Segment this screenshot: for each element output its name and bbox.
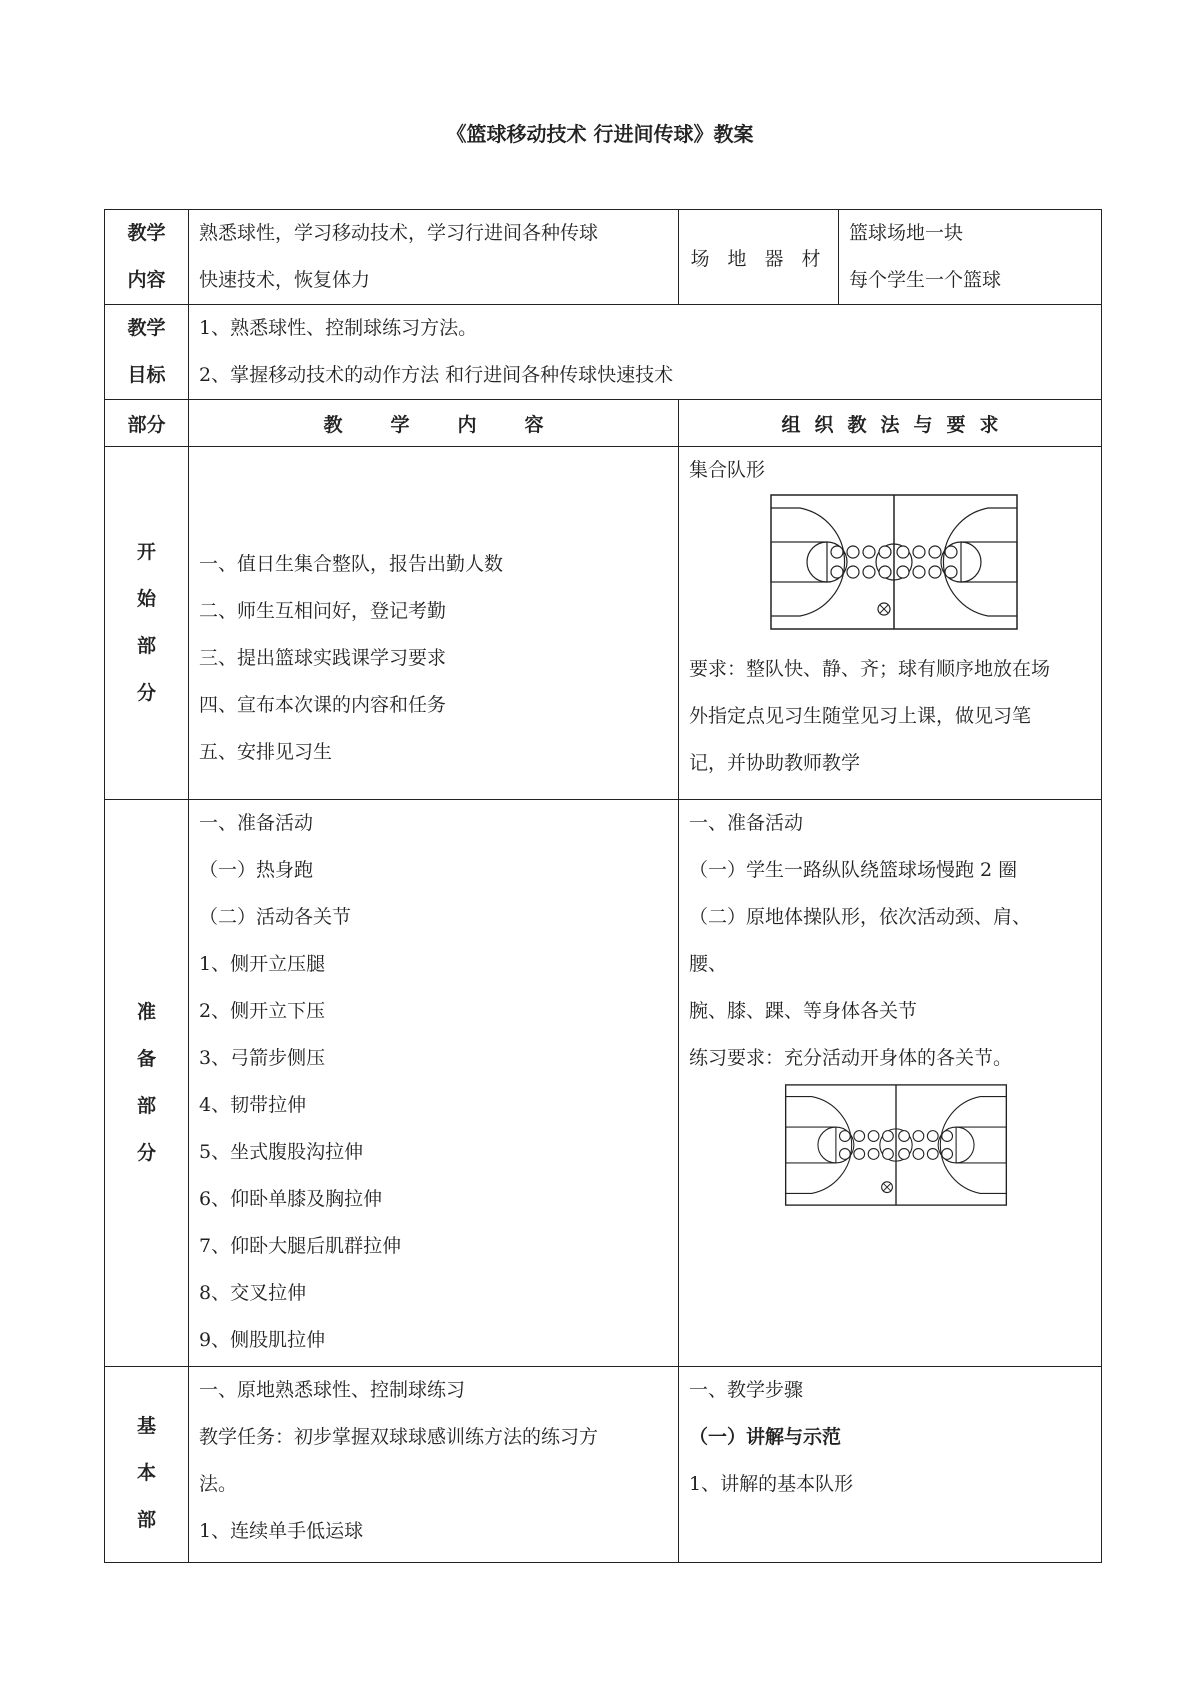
header-teaching-content: 教 学 内 容 bbox=[189, 400, 679, 447]
document-title: 《篮球移动技术 行进间传球》教案 bbox=[446, 122, 754, 146]
basketball-court-icon bbox=[770, 494, 1018, 630]
prep-method: 一、准备活动 （一）学生一路纵队绕篮球场慢跑 2 圈 （二）原地体操队形，依次活动颈、肩、 腰、 腕、膝、踝、等身体各关节 练习要求：充分活动开身体的各关节。 bbox=[679, 800, 1102, 1367]
court-diagram-2 bbox=[689, 1082, 1091, 1212]
row-teaching-goals bbox=[105, 305, 1102, 400]
header-organization-method: 组 织 教 法 与 要 求 bbox=[679, 400, 1102, 447]
label-teaching-content: 教学 内容 bbox=[105, 210, 189, 305]
label-venue-equipment: 场 地 器 材 bbox=[679, 210, 839, 305]
lesson-plan-table bbox=[104, 209, 1102, 1563]
teaching-content-text: 熟悉球性，学习移动技术，学习行进间各种传球 快速技术，恢复体力 bbox=[189, 210, 679, 305]
row-prep-section bbox=[105, 800, 1102, 1367]
basketball-court-icon bbox=[784, 1084, 1008, 1206]
venue-equipment-text: 篮球场地一块 每个学生一个篮球 bbox=[839, 210, 1102, 305]
start-content: 一、值日生集合整队，报告出勤人数 二、师生互相问好，登记考勤 三、提出篮球实践课学习要求 四、宣布本次课的内容和任务 五、安排见习生 bbox=[189, 447, 679, 800]
court-diagram-1 bbox=[689, 494, 1091, 634]
basic-method: 一、教学步骤 （一）讲解与示范 1、讲解的基本队形 bbox=[679, 1367, 1102, 1563]
start-method: 集合队形 要求：整队快、静、齐；球有顺序地放在场 外指定点见习生随堂见习上课，做见习笔 记，并协助教师教学 bbox=[679, 447, 1102, 800]
label-teaching-goals: 教学 目标 bbox=[105, 305, 189, 400]
row-start-section bbox=[105, 447, 1102, 800]
label-start-section: 开 始 部 分 bbox=[105, 447, 189, 800]
prep-content: 一、准备活动 （一）热身跑 （二）活动各关节 1、侧开立压腿 2、侧开立下压 3、弓箭步侧压 4、韧带拉伸 5、坐式腹股沟拉伸 6、仰卧单膝及胸拉伸 7、仰卧大腿后肌群拉伸 8、交叉拉伸 9、侧股肌拉伸 bbox=[189, 800, 679, 1367]
label-prep-section: 准 备 部 分 bbox=[105, 800, 189, 1367]
label-basic-section: 基 本 部 bbox=[105, 1367, 189, 1563]
header-part: 部分 bbox=[105, 400, 189, 447]
row-column-headers bbox=[105, 400, 1102, 447]
row-basic-section bbox=[105, 1367, 1102, 1563]
teaching-goals-text: 1、熟悉球性、控制球练习方法。 2、掌握移动技术的动作方法 和行进间各种传球快速技术 bbox=[189, 305, 1102, 400]
basic-content: 一、原地熟悉球性、控制球练习 教学任务：初步掌握双球球感训练方法的练习方 法。 1、连续单手低运球 bbox=[189, 1367, 679, 1563]
row-teaching-content bbox=[105, 210, 1102, 305]
